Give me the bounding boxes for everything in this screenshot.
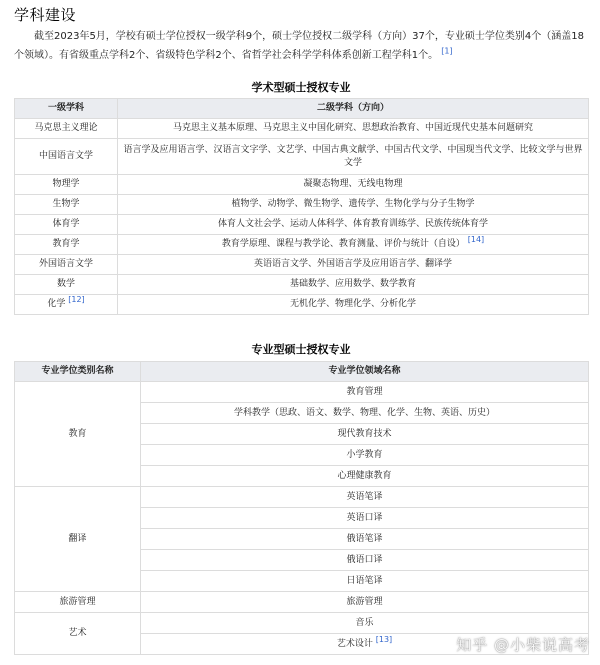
degree-field-cell: [141, 550, 589, 571]
primary-discipline-cell: [15, 119, 118, 139]
degree-field-cell: [141, 487, 589, 508]
primary-discipline-cell: [15, 215, 118, 235]
table-row: [15, 592, 589, 613]
degree-field: 心理健康教育: [337, 470, 392, 481]
table-row: [15, 487, 589, 508]
degree-field: 旅游管理: [346, 596, 383, 607]
secondary-discipline-cell: [118, 175, 589, 195]
professional-table-caption: 专业型硕士授权专业: [251, 343, 351, 356]
degree-field-cell: [141, 613, 589, 634]
primary-discipline-cell: [15, 175, 118, 195]
watermark: 知乎 @小柴说高考: [456, 636, 590, 654]
primary-discipline-cell: [15, 195, 118, 215]
primary-discipline: 马克思主义理论: [34, 123, 98, 133]
degree-field-cell: [141, 571, 589, 592]
primary-discipline: 生物学: [52, 199, 80, 209]
degree-field-cell: [141, 466, 589, 487]
secondary-discipline: 体育人文社会学、运动人体科学、体育教育训练学、民族传统体育学: [217, 219, 488, 229]
degree-field-cell: [141, 445, 589, 466]
academic-header-secondary: 二级学科（方向）: [118, 99, 589, 119]
academic-table: [14, 98, 589, 315]
table-row: [15, 195, 589, 215]
professional-header-field: 专业学位领域名称: [141, 362, 589, 382]
secondary-discipline-cell: [118, 235, 589, 255]
degree-field-cell: [141, 403, 589, 424]
primary-ref-link[interactable]: [12]: [68, 295, 85, 304]
primary-discipline: 数学: [56, 279, 75, 289]
primary-discipline: 外国语言文学: [38, 259, 93, 269]
secondary-discipline-cell: [118, 215, 589, 235]
primary-discipline-cell: [15, 235, 118, 255]
primary-discipline-cell: [15, 139, 118, 175]
degree-category: 旅游管理: [59, 596, 96, 607]
degree-category-cell: [15, 487, 141, 592]
secondary-discipline: 英语语言文学、外国语言学及应用语言学、翻译学: [253, 259, 452, 269]
secondary-discipline-cell: [118, 295, 589, 315]
degree-field-cell: [141, 592, 589, 613]
academic-table-caption: 学术型硕士授权专业: [251, 81, 351, 94]
academic-table-header-row: [15, 99, 589, 119]
secondary-discipline-cell: [118, 119, 589, 139]
table-row: [15, 215, 589, 235]
degree-category-cell: [15, 592, 141, 613]
degree-field-cell: [141, 382, 589, 403]
degree-field: 英语口译: [346, 512, 383, 523]
academic-header-primary: 一级学科: [15, 99, 118, 119]
intro-text: 截至2023年5月，学校有硕士学位授权一级学科9个，硕士学位授权二级学科（方向）37个，专业硕士学位类别4个（涵盖18个领域）。有省级重点学科2个、省级特色学科2个、省哲学社会科学学科体系创新工程学科1个。: [14, 31, 584, 61]
degree-field-cell: [141, 424, 589, 445]
table-row: [15, 255, 589, 275]
primary-discipline: 教育学: [52, 239, 80, 249]
table-row: [15, 295, 589, 315]
secondary-discipline: 植物学、动物学、微生物学、遗传学、生物化学与分子生物学: [231, 199, 475, 209]
academic-table-body: [15, 119, 589, 315]
degree-field: 音乐: [355, 617, 374, 628]
degree-category: 翻译: [68, 533, 87, 544]
degree-category-cell: [15, 382, 141, 487]
primary-discipline: 化学: [47, 299, 66, 309]
intro-paragraph: [14, 27, 588, 65]
professional-table: [14, 361, 589, 655]
secondary-discipline: 语言学及应用语言学、汉语言文字学、文艺学、中国古典文献学、中国古代文学、中国现当代文学、比较文学与世界文学: [123, 144, 583, 168]
degree-field: 俄语口译: [346, 554, 383, 565]
professional-table-body: [15, 382, 589, 655]
secondary-discipline: 基础数学、应用数学、数学教育: [289, 279, 416, 289]
degree-field: 学科教学（思政、语文、数学、物理、化学、生物、英语、历史）: [233, 407, 495, 418]
degree-field-cell: [141, 508, 589, 529]
degree-field: 教育管理: [346, 386, 383, 397]
secondary-discipline: 无机化学、物理化学、分析化学: [289, 299, 416, 309]
degree-category: 教育: [68, 428, 87, 439]
secondary-ref-link[interactable]: [14]: [467, 235, 485, 244]
degree-category-cell: [15, 613, 141, 655]
degree-field: 日语笔译: [346, 575, 383, 586]
professional-table-header-row: [15, 362, 589, 382]
primary-discipline: 中国语言文学: [38, 151, 93, 161]
table-row: [15, 613, 589, 634]
primary-discipline-cell: [15, 295, 118, 315]
section-title: 学科建设: [14, 6, 77, 24]
table-row: [15, 139, 589, 175]
secondary-discipline-cell: [118, 139, 589, 175]
secondary-discipline-cell: [118, 275, 589, 295]
primary-discipline-cell: [15, 275, 118, 295]
degree-field: 俄语笔译: [346, 533, 383, 544]
secondary-discipline: 凝聚态物理、无线电物理: [303, 179, 403, 189]
professional-header-category: 专业学位类别名称: [15, 362, 141, 382]
table-row: [15, 119, 589, 139]
primary-discipline: 体育学: [52, 219, 80, 229]
table-row: [15, 275, 589, 295]
secondary-discipline-cell: [118, 195, 589, 215]
secondary-discipline: 马克思主义基本原理、马克思主义中国化研究、思想政治教育、中国近现代史基本问题研究: [172, 123, 533, 133]
degree-field: 小学教育: [346, 449, 383, 460]
field-ref-link[interactable]: [13]: [375, 634, 393, 644]
degree-field: 现代教育技术: [337, 428, 392, 439]
degree-field: 艺术设计: [336, 638, 373, 649]
table-row: [15, 382, 589, 403]
degree-field-cell: [141, 529, 589, 550]
secondary-discipline-cell: [118, 255, 589, 275]
primary-discipline-cell: [15, 255, 118, 275]
table-row: [15, 175, 589, 195]
secondary-discipline: 教育学原理、课程与教学论、教育测量、评价与统计（自设）: [221, 239, 465, 249]
intro-ref-link[interactable]: [1]: [441, 46, 453, 56]
degree-category: 艺术: [68, 628, 87, 638]
primary-discipline: 物理学: [52, 179, 80, 189]
table-row: [15, 235, 589, 255]
degree-field: 英语笔译: [346, 491, 383, 502]
